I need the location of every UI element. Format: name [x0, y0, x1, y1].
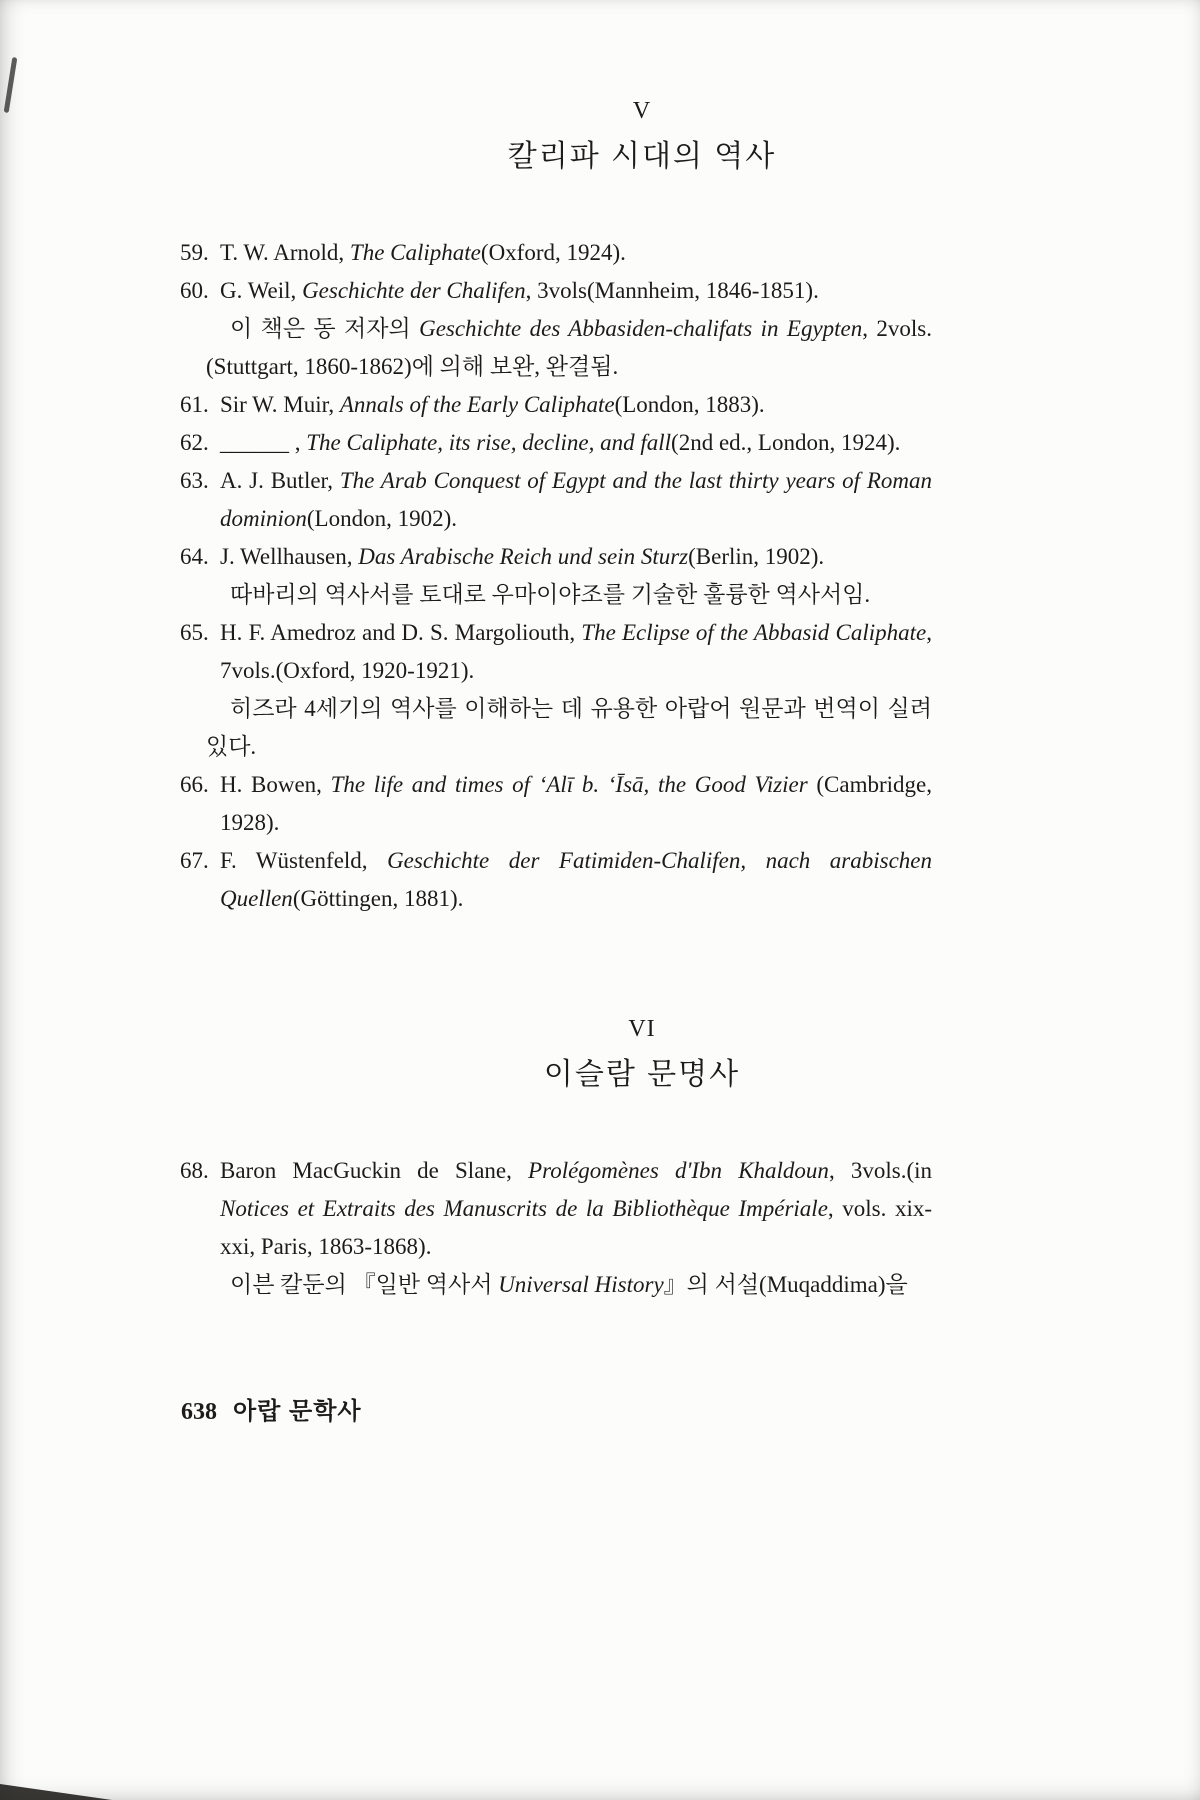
text-run: (London, 1883).: [614, 392, 765, 417]
text-run: (2nd ed., London, 1924).: [671, 430, 901, 455]
entry-number: 64.: [180, 544, 209, 569]
text-run: H. Bowen,: [220, 772, 331, 797]
bib-section: [180, 1014, 932, 1304]
bib-entry: [180, 462, 932, 538]
section-numeral: V: [632, 98, 652, 124]
bib-entry: [180, 386, 932, 424]
scan-artifact-top-left: [4, 57, 18, 113]
entry-number: 59.: [180, 240, 209, 265]
section-title: 이슬람 문명사: [543, 1058, 741, 1091]
book-title-italic: Prolégomènes d'Ibn Khaldoun: [528, 1158, 829, 1183]
book-title-italic: Notices et Extraits des Manuscrits de la Bibliothèque Impériale: [220, 1196, 828, 1221]
entry-number: 63.: [180, 468, 209, 493]
book-title-italic: Universal History: [498, 1272, 664, 1297]
book-title: 아랍 문학사: [233, 1398, 362, 1425]
text-run: F. Wüstenfeld,: [220, 848, 388, 873]
text-run: G. Weil,: [220, 278, 303, 303]
book-title-italic: Geschichte der Chalifen: [302, 278, 526, 303]
entry-number: 61.: [180, 392, 209, 417]
entry-number: 66.: [180, 772, 209, 797]
entry-annotation: [180, 1266, 932, 1304]
scan-artifact-bottom-left: [0, 1784, 112, 1800]
book-title-italic: The Caliphate: [349, 240, 481, 265]
text-run: , 3vols(Mannheim, 1846-1851).: [525, 278, 819, 303]
text-run: 』의 서설(Muqaddima)을: [663, 1272, 908, 1297]
text-run: ______ ,: [220, 430, 307, 455]
bibliography-content: [180, 96, 932, 1304]
bib-entry: [180, 538, 932, 576]
text-run: H. F. Amedroz and D. S. Margoliouth,: [220, 620, 582, 645]
text-run: T. W. Arnold,: [220, 240, 350, 265]
bib-entry: [180, 272, 932, 310]
page-number: 638: [181, 1399, 217, 1425]
text-run: 히즈라 4세기의 역사를 이해하는 데 유용한 아랍어 원문과 번역이 실려 있다.: [206, 696, 932, 759]
text-run: (London, 1902).: [306, 506, 458, 531]
book-title-italic: The Caliphate, its rise, decline, and fall: [306, 430, 672, 455]
entry-number: 62.: [180, 430, 209, 455]
text-run: , 3vols.(in: [828, 1158, 933, 1183]
book-title-italic: Geschichte der Fatimiden-Chalifen, nach arabischen Quellen: [220, 848, 932, 911]
text-run: Sir W. Muir,: [220, 392, 340, 417]
entry-annotation: [180, 310, 932, 386]
bib-section: [180, 96, 932, 918]
bib-entry: [180, 424, 932, 462]
text-run: 이븐 칼둔의 『일반 역사서: [230, 1272, 499, 1297]
text-run: J. Wellhausen,: [220, 544, 359, 569]
entry-number: 67.: [180, 848, 209, 873]
text-run: A. J. Butler,: [220, 468, 340, 493]
section-numeral: VI: [628, 1016, 656, 1042]
entry-number: 65.: [180, 620, 209, 645]
book-title-italic: The Eclipse of the Abbasid Caliphate: [581, 620, 927, 645]
bib-entry: [180, 234, 932, 272]
text-run: , 2vols.(Stuttgart, 1860-1862)에 의해 보완, 완결됨.: [206, 316, 932, 379]
book-title-italic: The Arab Conquest of Egypt and the last thirty years of Roman dominion: [220, 468, 932, 531]
text-run: (Berlin, 1902).: [688, 544, 825, 569]
text-run: (Göttingen, 1881).: [292, 886, 464, 911]
entry-number: 60.: [180, 278, 209, 303]
bib-entry: [180, 614, 932, 690]
text-run: (Oxford, 1924).: [480, 240, 626, 265]
section-title: 칼리파 시대의 역사: [507, 140, 777, 173]
text-run: Baron MacGuckin de Slane,: [220, 1158, 529, 1183]
text-run: 따바리의 역사서를 토대로 우마이야조를 기술한 훌륭한 역사서임.: [230, 582, 871, 607]
text-run: , 7vols.(Oxford, 1920-1921).: [220, 620, 932, 683]
book-title-italic: Annals of the Early Caliphate: [339, 392, 615, 417]
text-run: 이 책은 동 저자의: [230, 316, 420, 341]
bib-entry: [180, 1152, 932, 1266]
entry-number: 68.: [180, 1158, 209, 1183]
text-run: , vols. xix-xxi, Paris, 1863-1868).: [220, 1196, 932, 1259]
book-title-italic: The life and times of ‘Alī b. ‘Īsā, the Good Vizier: [330, 772, 808, 797]
text-run: (Cambridge, 1928).: [220, 772, 932, 835]
entry-annotation: [180, 576, 932, 614]
book-title-italic: Das Arabische Reich und sein Sturz: [358, 544, 689, 569]
book-title-italic: Geschichte des Abbasiden-chalifats in Egypten: [419, 316, 863, 341]
bib-entry: [180, 842, 932, 918]
entry-annotation: [180, 690, 932, 766]
page-footer: [181, 1396, 362, 1428]
bib-entry: [180, 766, 932, 842]
